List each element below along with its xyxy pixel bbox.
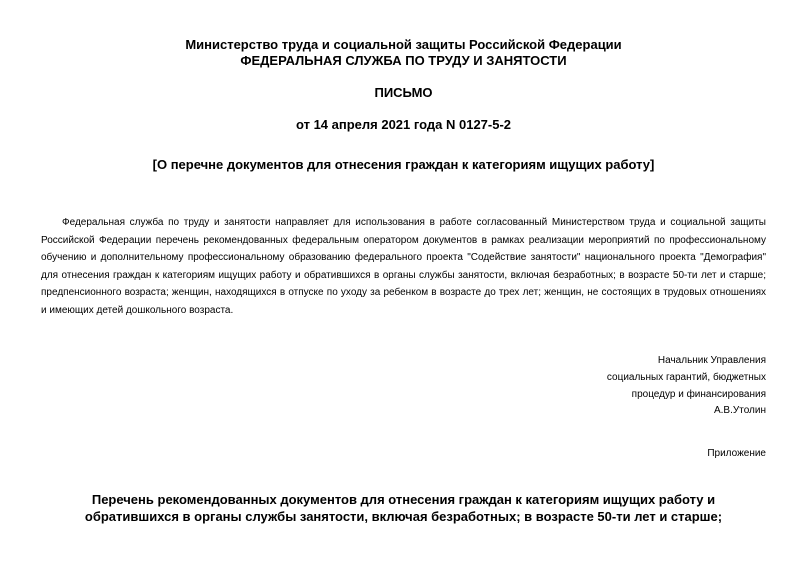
appendix-label: Приложение	[707, 448, 766, 459]
signature-position-line3: процедур и финансирования	[631, 388, 766, 400]
document-type: ПИСЬМО	[374, 85, 433, 100]
signature-block	[607, 353, 766, 420]
appendix-title-line2: обратившихся в органы службы занятости, включая безработных; в возрасте 50-ти лет и старше;	[84, 509, 723, 524]
body-paragraph: Федеральная служба по труду и занятости направляет для использования в работе согласованный Министерством труда и социальной защиты Российской Федерации перечень рекомендованных федеральным оператором документов в рамках реализации мероприятий по профессиональному обучению и дополнительному профессиональному образованию федерального проекта "Содействие занятости" национального проекта "Демография" для отнесения граждан к категориям ищущих работу и обратившихся в органы службы занятости, включая безработных; в возрасте 50-ти лет и старше; предпенсионного возраста; женщин, находящихся в отпуске по уходу за ребенком в возрасте до трех лет; женщин, не состоящих в трудовых отношениях и имеющих детей дошкольного возраста.	[41, 217, 766, 316]
service-heading: ФЕДЕРАЛЬНАЯ СЛУЖБА ПО ТРУДУ И ЗАНЯТОСТИ	[240, 53, 567, 68]
ministry-heading: Министерство труда и социальной защиты Российской Федерации	[185, 37, 622, 52]
signatory-name: А.В.Утолин	[713, 405, 766, 417]
document-title: [О перечне документов для отнесения граждан к категориям ищущих работу]	[152, 157, 655, 172]
signature-position-line2: социальных гарантий, бюджетных	[606, 371, 766, 383]
document-date-number: от 14 апреля 2021 года N 0127-5-2	[295, 117, 512, 132]
signature-position-line1: Начальник Управления	[657, 355, 766, 366]
appendix-title-line1: Перечень рекомендованных документов для отнесения граждан к категориям ищущих работу и	[91, 492, 716, 507]
appendix-title	[0, 491, 807, 525]
